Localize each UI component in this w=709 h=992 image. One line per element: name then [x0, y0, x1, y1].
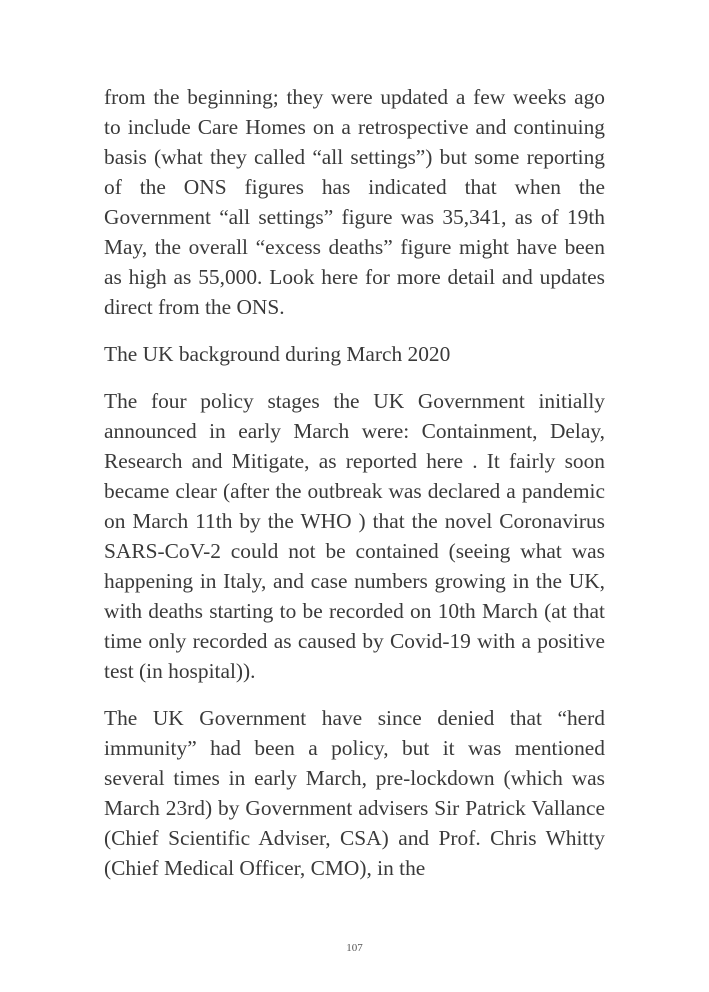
paragraph-herd-immunity: The UK Government have since denied that “herd immunity” had been a policy, but it was mentioned several times in early March, pre-lockdown (which was March 23rd) by Government advisers Sir Patrick Vallance (Chief Scientific Adviser, CSA) and Prof. Chris Whitty (Chief Medical Officer, CMO), in the	[104, 706, 605, 880]
section-heading: The UK background during March 2020	[104, 342, 451, 366]
page-number: 107	[346, 942, 363, 954]
paragraph-ons-figures: from the beginning; they were updated a few weeks ago to include Care Homes on a retrospective and continuing basis (what they called “all settings”) but some reporting of the ONS figures has indicated that when the Government “all settings” figure was 35,341, as of 19th May, the overall “excess deaths” figure might have been as high as 55,000. Look here for more detail and updates direct from the ONS.	[104, 85, 605, 319]
paragraph-policy-stages: The four policy stages the UK Government initially announced in early March were: Containment, Delay, Research and Mitigate, as reported here . It fairly soon became clear (after the outbreak was declared a pandemic on March 11th by the WHO ) that the novel Coronavirus SARS-CoV-2 could not be contained (seeing what was happening in Italy, and case numbers growing in the UK, with deaths starting to be recorded on 10th March (at that time only recorded as caused by Covid-19 with a positive test (in hospital)).	[104, 389, 605, 683]
document-page	[104, 82, 605, 900]
